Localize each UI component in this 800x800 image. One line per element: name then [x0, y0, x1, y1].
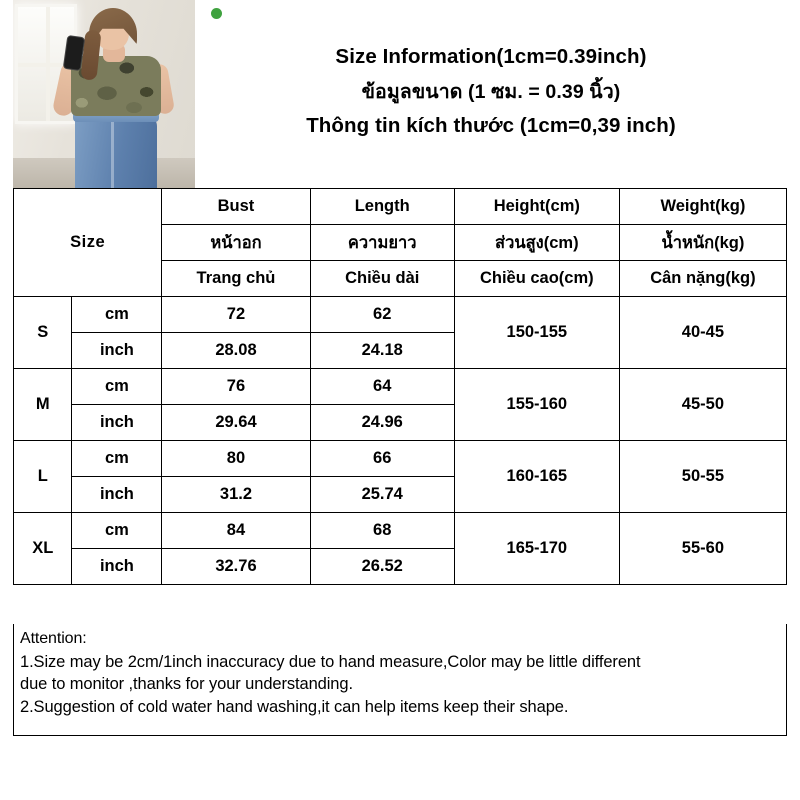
header-height-th: ส่วนสูง(cm) [454, 225, 619, 261]
header-bust-th: หน้าอก [162, 225, 310, 261]
weight-l: 50-55 [619, 441, 786, 513]
attention-note-2: 2.Suggestion of cold water hand washing,it can help items keep their shape. [20, 697, 569, 716]
green-dot-icon [211, 8, 222, 19]
header-weight-en: Weight(kg) [619, 189, 786, 225]
row-unit-cm-s: cm [72, 297, 162, 333]
size-table [13, 188, 787, 585]
row-size-s: S [14, 297, 72, 369]
height-s: 150-155 [454, 297, 619, 369]
length-inch-xl: 26.52 [310, 549, 454, 585]
attention-block [13, 624, 787, 736]
title-line-english: Size Information(1cm=0.39inch) [335, 44, 647, 68]
weight-s: 40-45 [619, 297, 786, 369]
table-row [14, 297, 787, 333]
title-line-thai: ข้อมูลขนาด (1 ซม. = 0.39 นิ้ว) [361, 80, 621, 103]
row-unit-cm-m: cm [72, 369, 162, 405]
header-length-th: ความยาว [310, 225, 454, 261]
bust-cm-xl: 84 [162, 513, 310, 549]
attention-heading: Attention: [20, 630, 87, 647]
row-unit-inch-xl: inch [72, 549, 162, 585]
header-length-en: Length [310, 189, 454, 225]
row-unit-inch-l: inch [72, 477, 162, 513]
length-cm-l: 66 [310, 441, 454, 477]
attention-note-1-cont: due to monitor ,thanks for your understanding. [20, 675, 353, 693]
title-line-vietnamese: Thông tin kích thước (1cm=0,39 inch) [306, 113, 676, 137]
row-unit-inch-s: inch [72, 333, 162, 369]
length-inch-l: 25.74 [310, 477, 454, 513]
bust-inch-m: 29.64 [162, 405, 310, 441]
row-size-m: M [14, 369, 72, 441]
product-photo [13, 0, 195, 188]
table-row [14, 441, 787, 477]
row-size-l: L [14, 441, 72, 513]
bust-cm-m: 76 [162, 369, 310, 405]
row-size-xl: XL [14, 513, 72, 585]
header-bust-vi: Trang chủ [162, 261, 310, 297]
length-inch-s: 24.18 [310, 333, 454, 369]
header-weight-th: น้ำหนัก(kg) [619, 225, 786, 261]
length-cm-m: 64 [310, 369, 454, 405]
height-m: 155-160 [454, 369, 619, 441]
row-unit-cm-l: cm [72, 441, 162, 477]
table-row [14, 369, 787, 405]
attention-note-1: 1.Size may be 2cm/1inch inaccuracy due to hand measure,Color may be little different [20, 652, 641, 671]
header-bust-en: Bust [162, 189, 310, 225]
length-inch-m: 24.96 [310, 405, 454, 441]
photo-jeans [75, 116, 157, 188]
table-header-row-english [14, 189, 787, 225]
length-cm-s: 62 [310, 297, 454, 333]
header-length-vi: Chiều dài [310, 261, 454, 297]
row-unit-inch-m: inch [72, 405, 162, 441]
header-band [13, 0, 787, 188]
weight-xl: 55-60 [619, 513, 786, 585]
header-height-en: Height(cm) [454, 189, 619, 225]
height-xl: 165-170 [454, 513, 619, 585]
table-row [14, 513, 787, 549]
length-cm-xl: 68 [310, 513, 454, 549]
bust-inch-s: 28.08 [162, 333, 310, 369]
bust-cm-l: 80 [162, 441, 310, 477]
bust-cm-s: 72 [162, 297, 310, 333]
bust-inch-xl: 32.76 [162, 549, 310, 585]
header-weight-vi: Cân nặng(kg) [619, 261, 786, 297]
header-height-vi: Chiều cao(cm) [454, 261, 619, 297]
row-unit-cm-xl: cm [72, 513, 162, 549]
height-l: 160-165 [454, 441, 619, 513]
weight-m: 45-50 [619, 369, 786, 441]
bust-inch-l: 31.2 [162, 477, 310, 513]
title-block [195, 0, 787, 188]
header-size-cell: Size [14, 189, 162, 297]
